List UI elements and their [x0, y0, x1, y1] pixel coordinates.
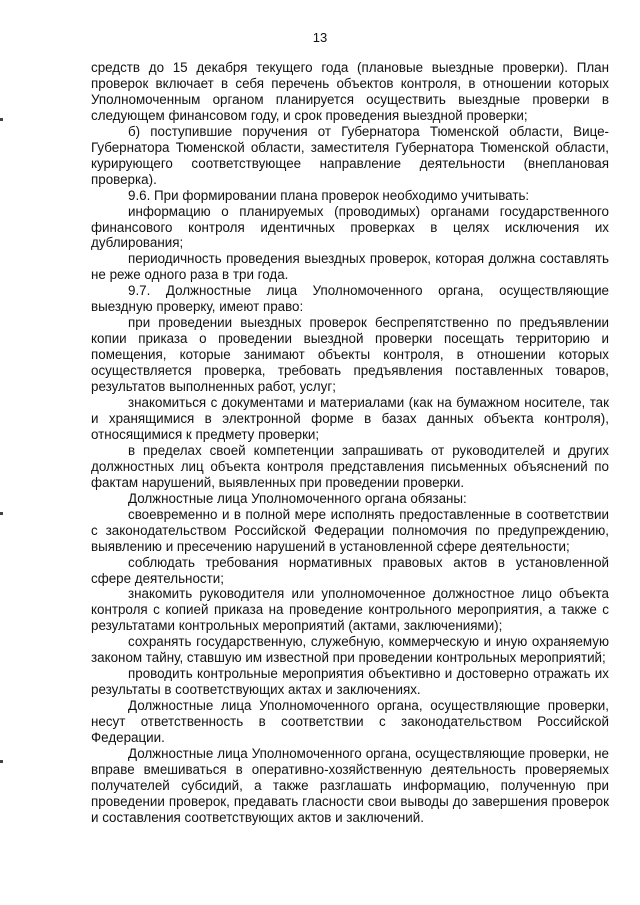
paragraph-item-b: б) поступившие поручения от Губернатора Тюменской области, Вице-Губернатора Тюменской области, заместителя Губернатора Тюменской области, курирующего соответствующее направление деятельности (внеплановая проверка).	[91, 123, 609, 187]
paragraph-obligations-heading: Должностные лица Уполномоченного органа обязаны:	[128, 490, 467, 506]
paragraph-responsibility: Должностные лица Уполномоченного органа, осуществляющие проверки, несут ответственность в соответствии с законодательством Российской Федерации.	[91, 698, 609, 746]
paragraph-obligation-objectivity: проводить контрольные мероприятия объективно и достоверно отражать их результаты в соответствующих актах и заключениях.	[91, 666, 609, 698]
paragraph-obligation-powers: своевременно и в полной мере исполнять предоставленные в соответствии с законодательством Российской Федерации полномочия по предупреждению, выявлению и пресечению нарушений в установленной сфере деятельности;	[91, 506, 609, 554]
paragraph-obligation-compliance: соблюдать требования нормативных правовых актов в установленной сфере деятельности;	[91, 554, 609, 586]
paragraph-obligation-secrecy: сохранять государственную, служебную, коммерческую и иную охраняемую законом тайну, ставшую им известной при проведении контрольных мероприятий;	[91, 634, 609, 666]
paragraph-obligation-acquaint: знакомить руководителя или уполномоченное должностное лицо объекта контроля с копией приказа на проведение контрольного мероприятия, а также с результатами контрольных мероприятий (актами, заключениями);	[91, 586, 609, 634]
paragraph-right-visit: при проведении выездных проверок беспрепятственно по предъявлении копии приказа о проведении выездной проверки посещать территорию и помещения, которые занимают объекты контроля, в отношении которых осуществляется проверка, требовать предъявления поставленных товаров, результатов выполненных работ, услуг;	[91, 315, 609, 395]
page-number: 13	[312, 30, 328, 45]
paragraph-right-documents: знакомиться с документами и материалами (как на бумажном носителе, так и хранящимися в электронной форме в базах данных объекта контроля), относящимися к предмету проверки;	[91, 395, 609, 442]
paragraph-right-request: в пределах своей компетенции запрашивать от руководителей и других должностных лиц объекта контроля представления письменных объяснений по фактам нарушений, выявленных при проведении проверки.	[91, 442, 609, 490]
paragraph-prohibitions: Должностные лица Уполномоченного органа, осуществляющие проверки, не вправе вмешиваться в оперативно-хозяйственную деятельность проверяемых получателей субсидий, а также разглашать информацию, полученную при проведении проверок, предавать гласности свои выводы до завершения проверок и составления соответствующих актов и заключений.	[91, 745, 609, 825]
paragraph-9-7: 9.7. Должностные лица Уполномоченного органа, осуществляющие выездную проверку, имеют право:	[91, 283, 609, 315]
paragraph-plan-continuation: средств до 15 декабря текущего года (плановые выездные проверки). План проверок включает в себя перечень объектов контроля, в отношении которых Уполномоченным органом планируется осуществить выездные проверки в следующем финансовом году, и срок проведения выездной проверки;	[91, 60, 609, 123]
paragraph-9-6: 9.6. При формировании плана проверок необходимо учитывать:	[128, 187, 530, 203]
scan-edge-mark	[0, 118, 3, 121]
scan-edge-mark	[0, 760, 3, 763]
scan-edge-mark	[0, 512, 3, 515]
document-body	[91, 60, 609, 826]
paragraph-9-6-periodicity: периодичность проведения выездных проверок, которая должна составлять не реже одного раза в три года.	[91, 251, 609, 283]
paragraph-9-6-info: информацию о планируемых (проводимых) органами государственного финансового контроля идентичных проверках в целях исключения их дублирования;	[91, 203, 609, 251]
